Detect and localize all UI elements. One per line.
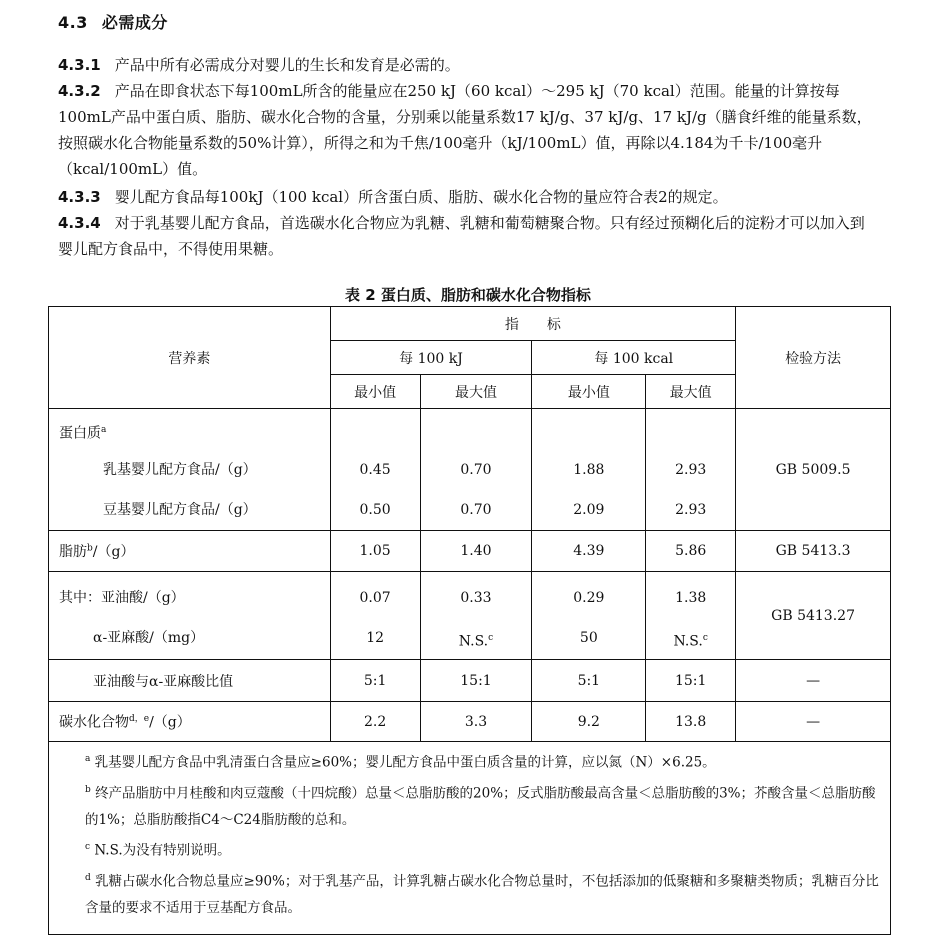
clause-4-3-3 [58,184,878,210]
header-min-kj: 最小值 [330,375,420,409]
carb-method: — [736,702,891,742]
fatty-method: GB 5413.27 [736,572,891,660]
protein-kj-min: 0.45 0.50 [330,409,420,531]
ratio-kcal-min: 5:1 [532,660,646,702]
alpha-linolenic-label: α-亚麻酸/（mg） [93,629,205,646]
header-max-kcal: 最大值 [646,375,736,409]
protein-label: 蛋白质$^a$ [59,424,107,442]
note-d: $^d$ 乳糖占碳水化合物总量应≥90%；对于乳基产品，计算乳糖占碳水化合物总量时，不包括添加的低聚糖和多聚糖类物质；乳糖百分比含量的要求不适用于豆基配方食品。 [85,872,879,916]
fatty-kj-max: 0.33 N.S.$^c$ [420,572,532,660]
linoleic-label: 其中：亚油酸/（g） [59,589,185,606]
fat-kcal-min: 4.39 [532,531,646,572]
section-number: 4.3 [58,13,88,32]
clause-text: 产品中所有必需成分对婴儿的生长和发育是必需的。 [114,56,460,74]
table-row [49,531,891,572]
clause-4-3-1 [58,52,878,78]
carb-label: 碳水化合物$^{d,e}$/（g） [49,702,331,742]
clause-number: 4.3.1 [58,56,101,74]
carb-kj-max: 3.3 [420,702,532,742]
ratio-method: — [736,660,891,702]
clause-4-3-4 [58,210,878,262]
clause-text: 婴儿配方食品每100kJ（100 kcal）所含蛋白质、脂肪、碳水化合物的量应符合表2的规定。 [114,188,728,206]
header-per-kcal: 每 100 kcal [532,341,736,375]
note-b: $^b$ 终产品脂肪中月桂酸和肉豆蔻酸（十四烷酸）总量＜总脂肪酸的20%；反式脂肪酸最高含量＜总脂肪酸的3%；芥酸含量＜总脂肪酸的1%；总脂肪酸指C4～C24脂肪酸的总和。 [85,784,876,828]
ratio-kj-min: 5:1 [330,660,420,702]
header-index: 指 标 [330,307,735,341]
header-nutrient: 营养素 [49,307,331,409]
fatty-kcal-max: 1.38 N.S.$^c$ [646,572,736,660]
carb-kcal-min: 9.2 [532,702,646,742]
ratio-label: 亚油酸与α-亚麻酸比值 [49,660,331,702]
clause-4-3-2 [58,78,878,182]
header-min-kcal: 最小值 [532,375,646,409]
fat-kcal-max: 5.86 [646,531,736,572]
clause-number: 4.3.3 [58,188,101,206]
protein-kj-max: 0.70 0.70 [420,409,532,531]
table-row [49,572,891,660]
note-c: $^c$ N.S.为没有特别说明。 [85,842,231,859]
fatty-kcal-min: 0.29 50 [532,572,646,660]
section-heading [58,10,168,33]
table-row [49,660,891,702]
table-row [49,702,891,742]
fat-kj-max: 1.40 [420,531,532,572]
table-notes-row [49,742,891,935]
protein-cell [49,409,331,531]
fat-kj-min: 1.05 [330,531,420,572]
protein-kcal-max: 2.93 2.93 [646,409,736,531]
header-method: 检验方法 [736,307,891,409]
clause-number: 4.3.4 [58,214,101,232]
table-caption: 表 2 蛋白质、脂肪和碳水化合物指标 [345,286,591,304]
table-notes [49,742,891,935]
fatty-kj-min: 0.07 12 [330,572,420,660]
fat-label: 脂肪$^b$/（g） [49,531,331,572]
protein-dairy-label: 乳基婴儿配方食品/（g） [103,461,257,478]
table-row [49,409,891,531]
ratio-kj-max: 15:1 [420,660,532,702]
fatty-acid-cell [49,572,331,660]
clause-text: 产品在即食状态下每100mL所含的能量应在250 kJ（60 kcal）～295 kJ（70 kcal）范围。能量的计算按每100mL产品中蛋白质、脂肪、碳水化合物的含量，分别乘以能量系数17 kJ/g、37 kJ/g、17 kJ/g（膳食纤维的能量系数，按照碳水化合物能量系数的50%计算），所得之和为千焦/100毫升（kJ/100mL）值，再除以4.184为千卡/100毫升（kcal/100mL）值。 [58,82,872,178]
protein-kcal-min: 1.88 2.09 [532,409,646,531]
clause-number: 4.3.2 [58,82,101,100]
header-max-kj: 最大值 [420,375,532,409]
note-a: $^a$ 乳基婴儿配方食品中乳清蛋白含量应≥60%；婴儿配方食品中蛋白质含量的计算，应以氮（N）×6.25。 [85,754,716,771]
protein-method: GB 5009.5 [736,409,891,531]
fat-method: GB 5413.3 [736,531,891,572]
carb-kcal-max: 13.8 [646,702,736,742]
protein-soy-label: 豆基婴儿配方食品/（g） [103,501,257,518]
clause-text: 对于乳基婴儿配方食品，首选碳水化合物应为乳糖、乳糖和葡萄糖聚合物。只有经过预糊化后的淀粉才可以加入到婴儿配方食品中，不得使用果糖。 [58,214,865,258]
nutrient-table [48,306,891,935]
section-title: 必需成分 [101,13,168,32]
ratio-kcal-max: 15:1 [646,660,736,702]
header-per-kj: 每 100 kJ [330,341,532,375]
carb-kj-min: 2.2 [330,702,420,742]
